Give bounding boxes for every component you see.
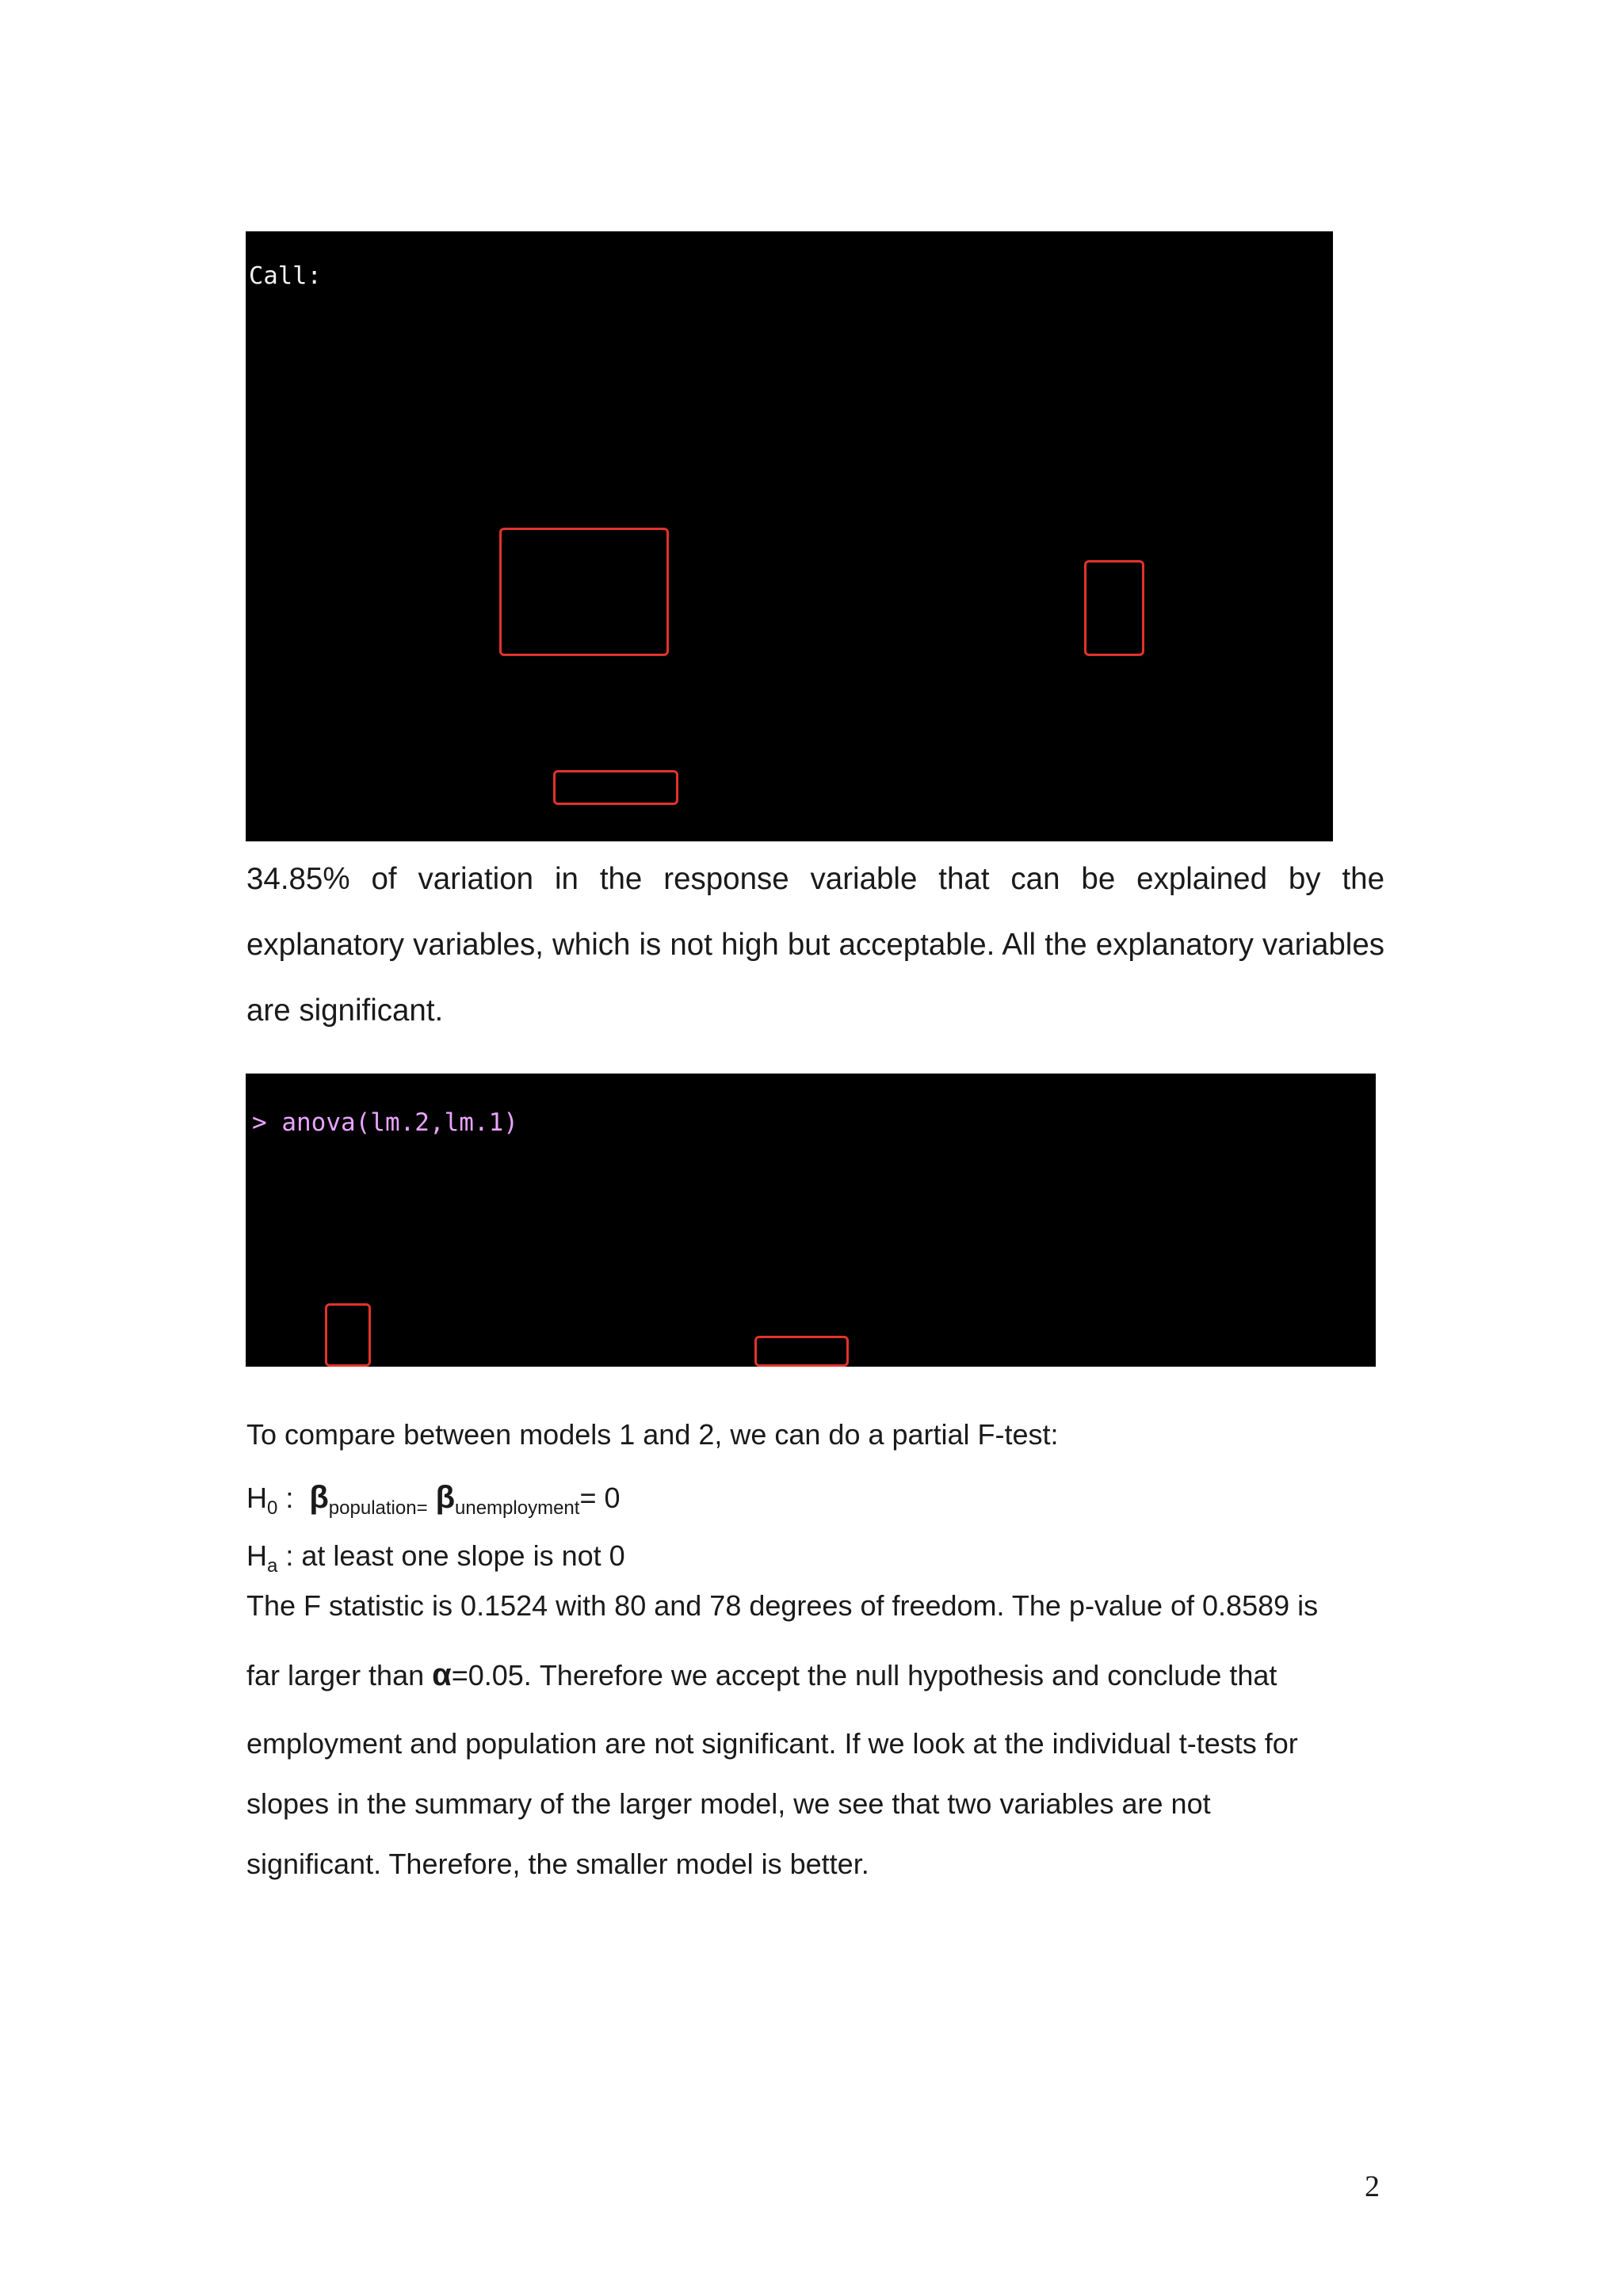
beta-symbol: β <box>435 1480 456 1515</box>
anova-command: > anova(lm.2,lm.1) <box>252 1108 518 1137</box>
lm-summary-output <box>246 231 1333 841</box>
h0-tail: = 0 <box>579 1482 621 1514</box>
h0-colon: : <box>277 1482 310 1514</box>
alternative-hypothesis <box>246 1539 625 1577</box>
conclusion-line: slopes in the summary of the larger model, we see that two variables are not <box>246 1787 1211 1820</box>
compare-line: To compare between models 1 and 2, we can do a partial F-test: <box>246 1418 1059 1451</box>
conclusion-line <box>246 1657 1384 1693</box>
conclusion-line: significant. Therefore, the smaller model is better. <box>246 1848 869 1880</box>
anova-output <box>246 1074 1376 1367</box>
h0-sub: 0 <box>267 1497 278 1520</box>
estimate-highlight-box <box>499 528 669 656</box>
conclusion-line: The F statistic is 0.1524 with 80 and 78 degrees of freedom. The p-value of 0.8589 is <box>246 1589 1319 1622</box>
r-squared-highlight-box <box>553 770 678 805</box>
res-df-highlight-box <box>325 1303 371 1367</box>
output-line: Call: <box>249 262 322 291</box>
beta-symbol: β <box>309 1480 329 1515</box>
conclusion-text: far larger than <box>246 1659 433 1691</box>
beta-sub-population: population= <box>328 1497 428 1520</box>
page-number: 2 <box>1365 2170 1380 2203</box>
significance-highlight-box <box>1084 560 1144 656</box>
p-value-highlight-box <box>754 1336 849 1367</box>
h0-label: H <box>246 1482 267 1514</box>
beta-sub-unemployment: unemployment <box>455 1497 580 1520</box>
null-hypothesis <box>246 1480 620 1520</box>
ha-tail: : at least one slope is not 0 <box>277 1539 625 1572</box>
ha-label: H <box>246 1539 267 1572</box>
conclusion-line: employment and population are not significant. If we look at the individual t-tests for <box>246 1727 1298 1760</box>
conclusion-text: =0.05. Therefore we accept the null hypothesis and conclude that <box>451 1659 1277 1691</box>
interpretation-paragraph: 34.85% of variation in the response variable that can be explained by the explanatory variables, which is not high but acceptable. All the explanatory variables are significant. <box>246 862 1384 1028</box>
ha-sub: a <box>267 1555 278 1577</box>
alpha-symbol: α <box>432 1657 452 1692</box>
